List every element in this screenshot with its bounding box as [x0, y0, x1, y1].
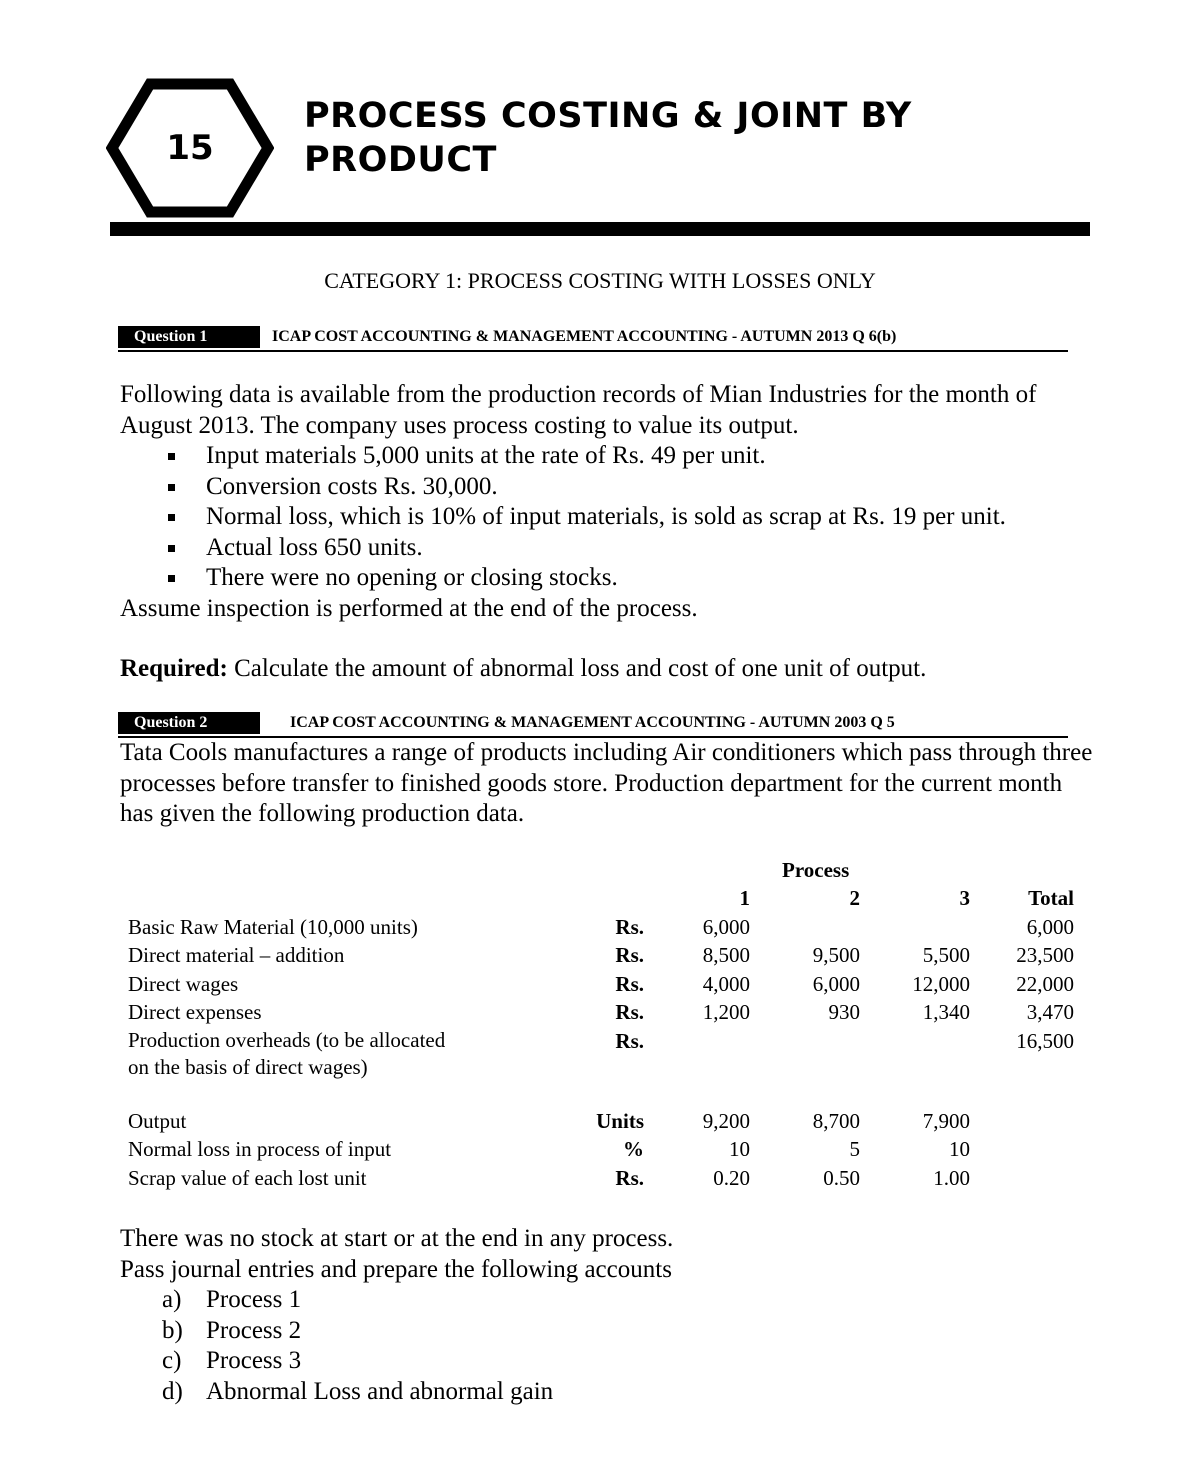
- question2-source: ICAP COST ACCOUNTING & MANAGEMENT ACCOUNTING - AUTUMN 2003 Q 5: [290, 714, 895, 731]
- row-label: Production overheads (to be allocated on the basis of direct wages): [128, 1027, 446, 1079]
- table-cell: [750, 913, 860, 942]
- required-label: Required:: [120, 655, 228, 682]
- list-item: c) Process 3: [162, 1347, 302, 1374]
- row-unit: Rs.: [615, 971, 644, 996]
- question1-bullets: [120, 441, 1100, 594]
- production-data-table: [128, 856, 1074, 1192]
- table-cell: 5,500: [922, 943, 970, 967]
- table-cell: 0.20: [713, 1165, 750, 1190]
- list-item: Conversion costs Rs. 30,000.: [120, 472, 1100, 503]
- table-cell: [970, 1164, 1074, 1193]
- column-header: 3: [959, 886, 970, 910]
- question1-assumption: Assume inspection is performed at the end of the process.: [120, 594, 698, 622]
- table-cell: 1.00: [933, 1165, 970, 1190]
- table-cell: 1,340: [922, 1000, 970, 1024]
- table-row: [128, 998, 1074, 1027]
- row-label: Scrap value of each lost unit: [128, 1165, 367, 1190]
- table-cell: 9,500: [812, 943, 860, 967]
- bullet-icon: [168, 575, 175, 582]
- bullet-icon: [168, 453, 175, 460]
- row-unit: %: [623, 1137, 644, 1161]
- question1-intro: Following data is available from the production records of Mian Industries for the month of August 2013. The company uses process costing to value its output.: [120, 381, 1037, 439]
- table-header-row: [128, 884, 1074, 913]
- row-label: Direct material – addition: [128, 943, 345, 967]
- row-label: Direct expenses: [128, 1000, 262, 1024]
- title-divider: [110, 222, 1090, 236]
- row-unit: Rs.: [615, 1000, 644, 1024]
- list-item: Normal loss, which is 10% of input materials, is sold as scrap at Rs. 19 per unit.: [120, 502, 1100, 533]
- table-row: [128, 913, 1074, 942]
- table-cell: 4,000: [702, 971, 750, 996]
- required-text: Calculate the amount of abnormal loss and cost of one unit of output.: [234, 655, 927, 682]
- table-cell: 1,200: [702, 1000, 750, 1024]
- row-unit: Rs.: [615, 1028, 644, 1053]
- table-cell: [970, 1135, 1074, 1164]
- question1-required: [120, 654, 1100, 685]
- table-row: [128, 970, 1074, 999]
- question2-intro: Tata Cools manufactures a range of products including Air conditioners which pass through three processes before transfer to finished goods store. Production department for the current month has given the following production data.: [120, 739, 1093, 827]
- row-label: Basic Raw Material (10,000 units): [128, 914, 418, 939]
- table-cell: 8,500: [702, 943, 750, 967]
- column-header: 1: [739, 886, 750, 910]
- process-group-header: Process: [782, 858, 850, 882]
- list-item: Input materials 5,000 units at the rate of Rs. 49 per unit.: [120, 441, 1100, 472]
- row-unit: Rs.: [615, 1165, 644, 1190]
- list-item: b) Process 2: [162, 1316, 302, 1344]
- table-cell: 23,500: [1016, 943, 1074, 967]
- question2-stock-note: There was no stock at start or at the end in any process.: [120, 1225, 674, 1252]
- table-cell: 6,000: [1026, 914, 1074, 939]
- table-row: [128, 1135, 1074, 1164]
- category-heading: CATEGORY 1: PROCESS COSTING WITH LOSSES ONLY: [324, 268, 876, 293]
- table-cell: 3,470: [1026, 1000, 1074, 1024]
- column-header: 2: [849, 886, 860, 910]
- table-cell: 9,200: [702, 1108, 750, 1133]
- row-unit: Rs.: [615, 914, 644, 939]
- question2-header: [118, 712, 1068, 738]
- table-cell: 0.50: [823, 1165, 860, 1190]
- bullet-icon: [168, 545, 175, 552]
- table-spacer: [128, 1081, 1074, 1107]
- question1-header: [118, 326, 1068, 352]
- question2-instructions: [120, 1224, 1100, 1407]
- question1-body: [120, 380, 1100, 685]
- question1-label: Question 1: [118, 326, 260, 348]
- list-item: d) Abnormal Loss and abnormal gain: [162, 1377, 554, 1405]
- column-header: Total: [1028, 886, 1074, 910]
- row-unit: Units: [596, 1108, 644, 1133]
- chapter-number: 15: [166, 128, 214, 168]
- bullet-icon: [168, 514, 175, 521]
- table-cell: 12,000: [912, 971, 970, 996]
- question1-underline: [118, 350, 1068, 352]
- chapter-title: PROCESS COSTING & JOINT BY PRODUCT: [304, 96, 912, 180]
- chapter-hexagon: [106, 78, 274, 218]
- table-cell: [666, 1027, 750, 1081]
- table-cell: 8,700: [812, 1108, 860, 1133]
- table-cell: [860, 1027, 970, 1081]
- table-cell: 7,900: [922, 1108, 970, 1133]
- row-label: Normal loss in process of input: [128, 1137, 392, 1161]
- table-cell: 5: [849, 1137, 860, 1161]
- table-cell: 10: [729, 1137, 750, 1161]
- row-label: Direct wages: [128, 971, 239, 996]
- table-cell: [970, 1107, 1074, 1136]
- table-cell: 16,500: [1016, 1028, 1074, 1053]
- row-unit: Rs.: [615, 943, 644, 967]
- table-cell: [860, 913, 970, 942]
- table-cell: 22,000: [1016, 971, 1074, 996]
- table-cell: 930: [828, 1000, 860, 1024]
- question2-label: Question 2: [118, 712, 260, 734]
- table-header-row: [128, 856, 1074, 884]
- list-item: Actual loss 650 units.: [120, 533, 1100, 564]
- table-row: [128, 1027, 1074, 1081]
- table-cell: 6,000: [812, 971, 860, 996]
- table-cell: 6,000: [702, 914, 750, 939]
- table-row: [128, 1107, 1074, 1136]
- table-cell: 10: [949, 1137, 970, 1161]
- list-item: a) Process 1: [162, 1286, 302, 1313]
- list-item: There were no opening or closing stocks.: [120, 563, 1100, 594]
- table-row: [128, 1164, 1074, 1193]
- question2-task: Pass journal entries and prepare the following accounts: [120, 1255, 672, 1283]
- table-row: [128, 941, 1074, 970]
- bullet-icon: [168, 484, 175, 491]
- row-label: Output: [128, 1108, 187, 1133]
- question1-source: ICAP COST ACCOUNTING & MANAGEMENT ACCOUNTING - AUTUMN 2013 Q 6(b): [272, 328, 897, 345]
- table-cell: [750, 1027, 860, 1081]
- accounts-list: [120, 1285, 1100, 1407]
